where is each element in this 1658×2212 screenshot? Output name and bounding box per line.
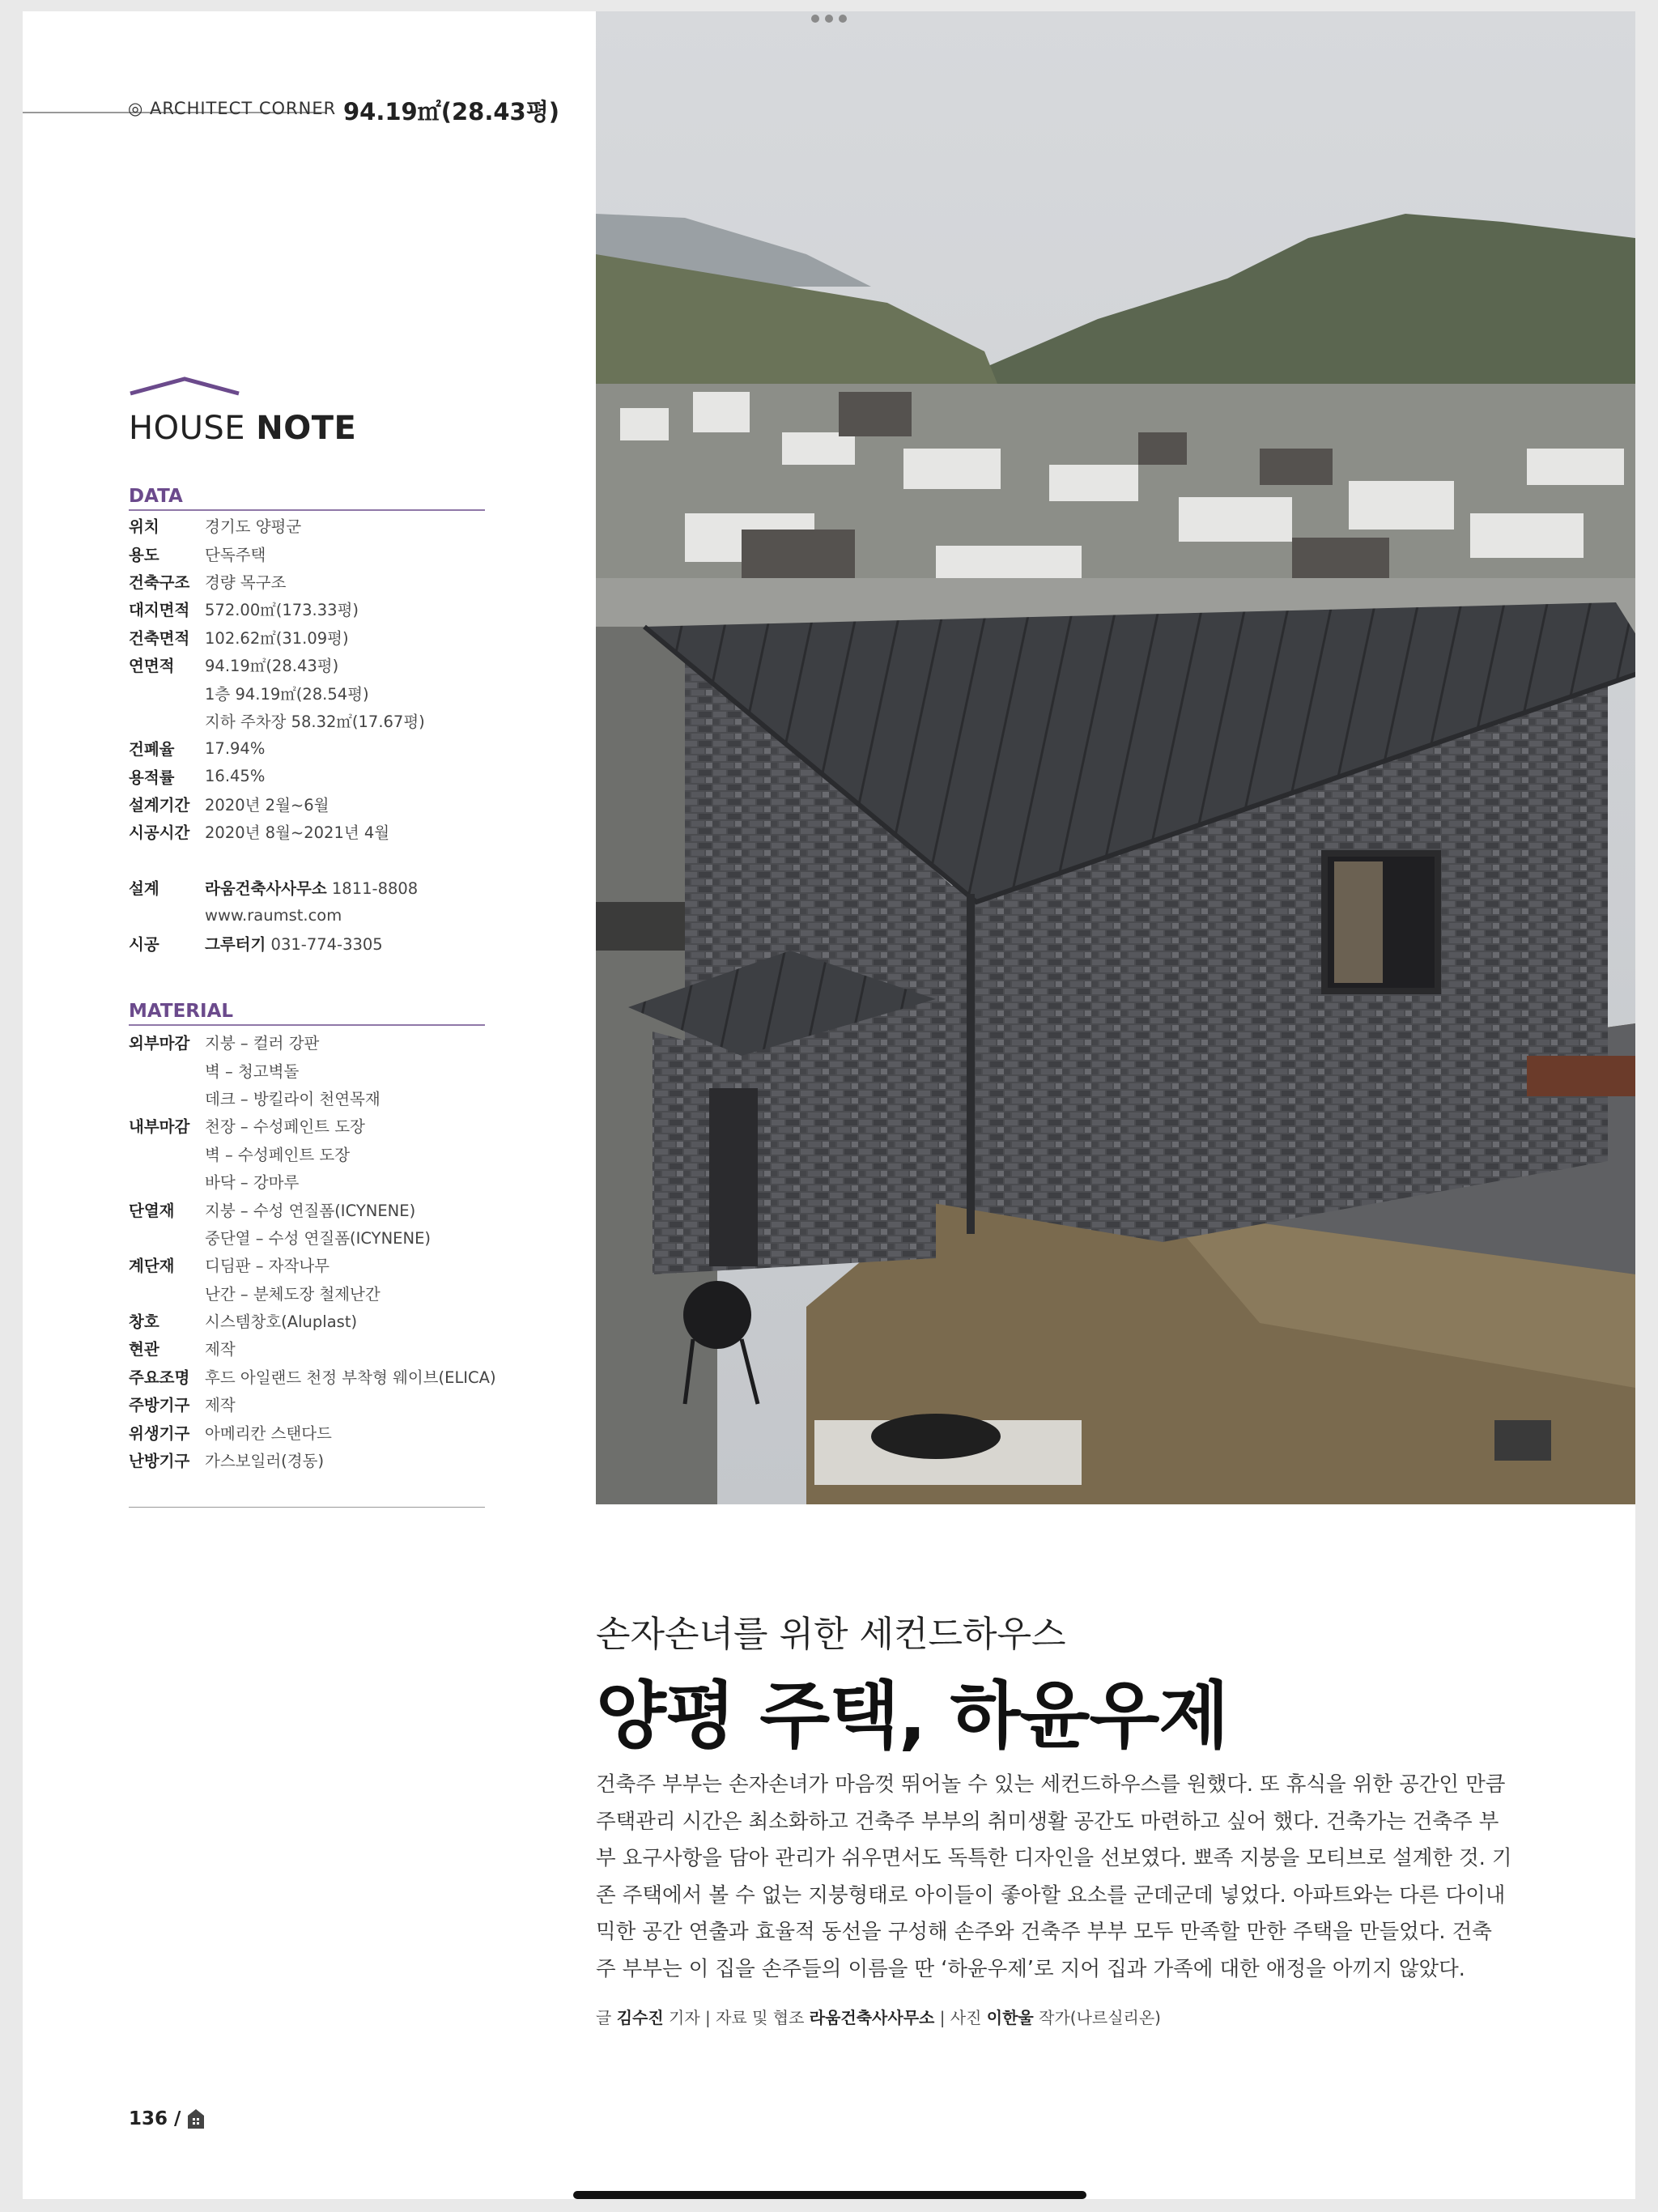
spec-row: [129, 1084, 534, 1112]
body-line: 주택관리 시간은 최소화하고 건축주 부부의 취미생활 공간도 마련하고 싶어 했다. 건축가는 건축주 부: [596, 1809, 1499, 1834]
row-value: 후드 아일랜드 천정 부착형 웨이브(ELICA): [205, 1368, 496, 1387]
row-key: 건축구조: [129, 572, 190, 592]
page-number: 136 /: [129, 2108, 205, 2129]
body-line: 믹한 공간 연출과 효율적 동선을 구성해 손주와 건축주 부부 모두 만족할 만한 주택을 만들었다. 건축: [596, 1920, 1492, 1944]
row-key: 시공: [129, 934, 159, 954]
row-value: 제작: [205, 1340, 236, 1359]
row-value: 데크 – 방킬라이 천연목재: [205, 1089, 380, 1108]
row-key: 위생기구: [129, 1423, 190, 1443]
row-value: 102.62㎡(31.09평): [205, 628, 349, 648]
material-section-title: MATERIAL: [129, 1001, 234, 1022]
article-title: 양평 주택, 하윤우제: [596, 1674, 1229, 1759]
floor-area-heading: 94.19㎡(28.43평): [343, 98, 559, 125]
row-value: 지붕 – 컬러 강판: [205, 1034, 320, 1053]
row-key: 건축면적: [129, 628, 190, 648]
spec-row: [129, 1168, 534, 1195]
row-key: 용적률: [129, 768, 175, 787]
spec-row: [129, 707, 534, 734]
row-value: 라움건축사사무소 1811-8808: [205, 878, 419, 898]
row-value: 경량 목구조: [205, 572, 287, 592]
row-value: 572.00㎡(173.33평): [205, 601, 359, 620]
row-key: 현관: [129, 1340, 159, 1359]
row-value: 그루터기 031-774-3305: [205, 934, 383, 954]
spec-row: [129, 539, 534, 567]
data-section-rule: [129, 509, 485, 511]
data-section-title: DATA: [129, 486, 183, 507]
spec-row: [129, 1390, 534, 1418]
spec-row: [129, 512, 534, 539]
article-subtitle: 손자손녀를 위한 세컨드하우스: [596, 1614, 1066, 1655]
row-key: 설계: [129, 878, 159, 898]
row-value: 아메리칸 스탠다드: [205, 1423, 332, 1443]
spec-row: [129, 1112, 534, 1139]
spec-row: [129, 678, 534, 706]
data-row-web: [129, 901, 534, 929]
row-key: 외부마감: [129, 1034, 190, 1053]
house-photo: [596, 11, 1635, 1504]
spec-row: [129, 1195, 534, 1223]
spec-row: [129, 1279, 534, 1307]
row-value: 2020년 8월~2021년 4월: [205, 823, 390, 843]
spec-row: [129, 1056, 534, 1083]
row-key: 주요조명: [129, 1368, 190, 1387]
magazine-page: [23, 11, 1635, 2199]
row-value: 벽 – 청고벽돌: [205, 1061, 300, 1081]
spec-row: [129, 818, 534, 845]
spec-row: [129, 1028, 534, 1056]
data-row-design: [129, 874, 534, 901]
row-key: 대지면적: [129, 601, 190, 620]
row-value: 1층 94.19㎡(28.54평): [205, 684, 369, 704]
row-key: 내부마감: [129, 1117, 190, 1137]
row-key: 시공시간: [129, 823, 190, 843]
body-line: 주 부부는 이 집을 손주들의 이름을 딴 ‘하윤우제’로 지어 집과 가족에 대한 애정을 아끼지 않았다.: [596, 1956, 1465, 1981]
data-row-builder: [129, 929, 534, 956]
row-key: 창호: [129, 1312, 159, 1332]
row-key: 연면적: [129, 657, 175, 676]
spec-row: [129, 623, 534, 651]
row-value: 중단열 – 수성 연질폼(ICYNENE): [205, 1228, 432, 1248]
body-line: 부 요구사항을 담아 관리가 쉬우면서도 독특한 디자인을 선보였다. 뾰족 지붕을 모티브로 설계한 것. 기: [596, 1846, 1512, 1870]
spec-row: [129, 1363, 534, 1390]
spec-row: [129, 595, 534, 623]
multitasking-dots-icon[interactable]: [811, 15, 847, 23]
spec-row: [129, 790, 534, 818]
house-logo-icon: [187, 2108, 205, 2129]
row-value: 지붕 – 수성 연질폼(ICYNENE): [205, 1201, 416, 1220]
row-key: 단열재: [129, 1201, 175, 1220]
spec-row: [129, 1307, 534, 1334]
row-key: 설계기간: [129, 796, 190, 815]
row-key: 난방기구: [129, 1452, 190, 1471]
roof-icon: [129, 376, 240, 397]
material-section-rule: [129, 1024, 485, 1026]
row-value: 시스템창호(Aluplast): [205, 1312, 358, 1332]
spec-row: [129, 1251, 534, 1278]
row-value: 단독주택: [205, 545, 266, 564]
article-body: [596, 1767, 1519, 1988]
row-value: 바닥 – 강마루: [205, 1173, 300, 1193]
article-credit: 글 김수진 기자 | 자료 및 협조 라움건축사사무소 | 사진 이한울 작가(나르실리온): [596, 2008, 1161, 2027]
row-key: 용도: [129, 545, 159, 564]
row-value: 천장 – 수성페인트 도장: [205, 1117, 365, 1137]
spec-row: [129, 1334, 534, 1362]
row-key: 계단재: [129, 1257, 175, 1276]
data-list: [129, 512, 534, 957]
section-label: ◎ ARCHITECT CORNER: [128, 99, 337, 118]
spec-row: [129, 568, 534, 595]
row-value: 2020년 2월~6월: [205, 796, 329, 815]
row-value: 제작: [205, 1396, 236, 1415]
row-value: 94.19㎡(28.43평): [205, 657, 339, 676]
row-key: 위치: [129, 517, 159, 537]
row-value: 난간 – 분체도장 철제난간: [205, 1284, 380, 1304]
row-value: 17.94%: [205, 738, 266, 758]
spec-row: [129, 763, 534, 790]
row-key: 주방기구: [129, 1396, 190, 1415]
spec-row: [129, 651, 534, 678]
spec-row: [129, 734, 534, 762]
row-value: 16.45%: [205, 767, 266, 786]
spec-row: [129, 1446, 534, 1474]
body-line: 건축주 부부는 손자손녀가 마음껏 뛰어놀 수 있는 세컨드하우스를 원했다. 또 휴식을 위한 공간인 만큼: [596, 1772, 1506, 1797]
row-value: 벽 – 수성페인트 도장: [205, 1145, 351, 1164]
house-note-heading: HOUSE NOTE: [129, 410, 357, 447]
spec-row: [129, 1140, 534, 1168]
spec-row: [129, 1418, 534, 1445]
row-value: 가스보일러(경동): [205, 1452, 325, 1471]
data-bottom-rule: [129, 1507, 485, 1508]
home-indicator[interactable]: [573, 2191, 1086, 2199]
spec-row: [129, 1223, 534, 1251]
row-value: 지하 주차장 58.32㎡(17.67평): [205, 712, 425, 731]
material-list: [129, 1028, 534, 1474]
row-key: 건폐율: [129, 740, 175, 759]
row-value: 디딤판 – 자작나무: [205, 1257, 330, 1276]
row-value: 경기도 양평군: [205, 517, 302, 537]
body-line: 존 주택에서 볼 수 없는 지붕형태로 아이들이 좋아할 요소를 군데군데 넣었다. 아파트와는 다른 다이내: [596, 1882, 1506, 1908]
design-website: www.raumst.com: [205, 905, 342, 925]
